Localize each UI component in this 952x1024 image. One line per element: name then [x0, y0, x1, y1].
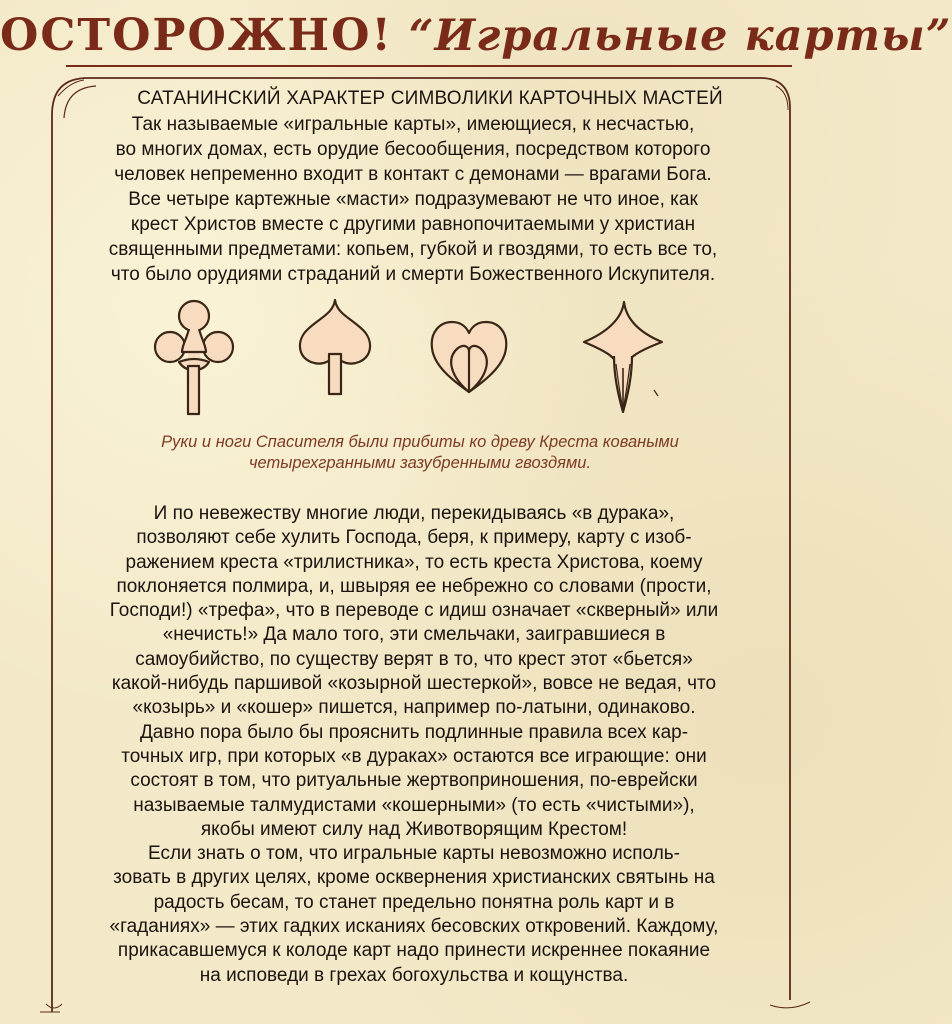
caption-line: Руки и ноги Спасителя были прибиты ко древу Креста коваными — [161, 433, 679, 451]
suit-symbols — [0, 290, 825, 420]
intro-paragraph — [50, 112, 776, 287]
text-line: Господи!) «трефа», что в переводе с идиш означает «скверный» или — [109, 600, 719, 622]
title-warning: ОСТОРОЖНО! — [0, 10, 393, 61]
text-line: крест Христов вместе с другими равнопочитаемыми у христиан — [130, 214, 696, 235]
text-line: прикасавшемуся к колоде карт надо принести искреннее покаяние — [117, 940, 711, 962]
text-line: позволяют себе хулить Господа, беря, к примеру, карту с изоб- — [136, 527, 692, 549]
text-line: называемые талмудистами «кошерными» (то есть «чистыми»), — [133, 794, 695, 816]
text-line: священными предметами: копьем, губкой и гвоздями, то есть все то, — [108, 239, 718, 260]
text-line: «козырь» и «кошер» пишется, например по-латыни, одинаково. — [132, 697, 696, 719]
text-line: Все четыре картежные «масти» подразумевают не что иное, как — [128, 189, 698, 210]
caption-line: четырехгранными зазубренными гвоздями. — [248, 454, 592, 472]
text-line: радость бесам, то станет предельно понятна роль карт и в — [153, 891, 675, 913]
text-line: поклоняется полмира, и, швыряя ее небрежно со словами (прости, — [116, 575, 712, 597]
text-line: якобы имеют силу над Животворящим Крестом! — [200, 818, 628, 840]
text-line: Если знать о том, что игральные карты невозможно исполь- — [148, 843, 680, 865]
text-line: «нечисть!» Да мало того, эти смельчаки, заигравшиеся в — [162, 624, 666, 646]
text-line: ражением креста «трилистника», то есть креста Христова, коему — [125, 551, 703, 573]
page-title — [0, 10, 952, 72]
section-heading: САТАНИНСКИЙ ХАРАКТЕР СИМВОЛИКИ КАРТОЧНЫХ МАСТЕЙ — [137, 88, 723, 109]
text-line: точных игр, при которых «в дураках» остаются все играющие: они — [121, 745, 707, 767]
text-line: состоят в том, что ритуальные жертвоприношения, по-еврейски — [130, 770, 698, 792]
title-underline — [66, 65, 792, 67]
body-paragraph — [60, 502, 768, 988]
text-line: на исповеди в грехах богохульства и кощунства. — [199, 964, 629, 986]
club-icon — [146, 292, 242, 418]
text-line: зовать в других целях, кроме осквернения христианских святынь на — [113, 867, 715, 889]
text-line: что было орудиями страданий и смерти Божественного Искупителя. — [110, 264, 716, 285]
diamond-icon — [578, 298, 668, 416]
image-caption — [100, 432, 740, 474]
title-subject: “Игральные карты” — [408, 11, 952, 61]
spade-icon — [295, 296, 375, 396]
text-line: Так называемые «игральные карты», имеющиеся, к несчастью, — [131, 114, 695, 135]
text-line: И по невежеству многие люди, перекидываясь «в дурака», — [153, 503, 675, 524]
heart-icon — [428, 318, 510, 398]
text-line: во многих домах, есть орудие бесообщения, посредством которого — [115, 139, 711, 160]
text-line: какой-нибудь паршивой «козырной шестеркой», вовсе не ведая, что — [111, 673, 717, 695]
text-line: Давно пора было бы прояснить подлинные правила всех кар- — [139, 721, 689, 743]
text-line: «гаданиях» — этих гадких исканиях бесовских откровений. Каждому, — [109, 916, 719, 938]
text-line: человек непременно входит в контакт с демонами — врагами Бога. — [114, 164, 712, 185]
text-line: самоубийство, по существу верят в то, что крест этот «бьется» — [135, 648, 693, 670]
